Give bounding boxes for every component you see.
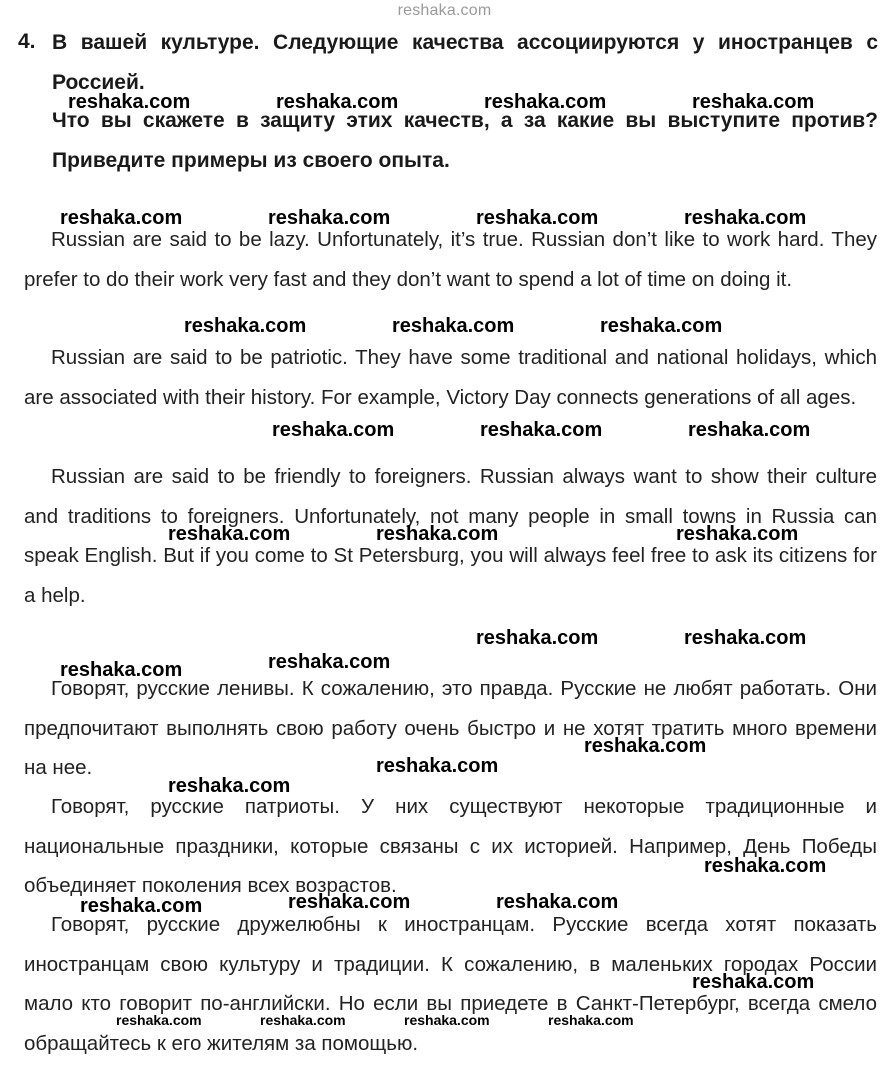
watermark: reshaka.com — [600, 315, 723, 337]
watermark: reshaka.com — [376, 755, 499, 777]
watermark: reshaka.com — [496, 891, 619, 913]
watermark: reshaka.com — [692, 971, 815, 993]
watermark: reshaka.com — [276, 91, 399, 113]
watermark: reshaka.com — [272, 419, 395, 441]
watermark: reshaka.com — [168, 775, 291, 797]
paragraph-ru-lazy: Говорят, русские ленивы. К сожалению, это правда. Русские не любят работать. Они предпочитают выполнять свою работу очень быстро и не хотят тратить много времени на нее. — [24, 677, 877, 780]
watermark: reshaka.com — [168, 523, 291, 545]
paragraph-en-patriotic: Russian are said to be patriotic. They have some traditional and national holidays, which are associated with their history. For example, Victory Day connects generations of all ages. — [24, 346, 877, 409]
watermark: reshaka.com — [392, 315, 515, 337]
task-heading-line1: В вашей культуре. Следующие качества ассоциируются у иностранцев с Россией. — [52, 31, 878, 94]
watermark: reshaka.com — [692, 91, 815, 113]
watermark-small: reshaka.com — [404, 1012, 490, 1028]
watermark: reshaka.com — [584, 735, 707, 757]
watermark-small: reshaka.com — [548, 1012, 634, 1028]
watermark: reshaka.com — [676, 523, 799, 545]
watermark: reshaka.com — [60, 207, 183, 229]
watermark: reshaka.com — [684, 207, 807, 229]
task-heading-line2: Что вы скажете в защиту этих качеств, а за какие вы выступите против? Приведите примеры из своего опыта. — [52, 109, 878, 172]
paragraph-en-friendly: Russian are said to be friendly to foreigners. Russian always want to show their culture and traditions to foreigners. Unfortunately, not many people in small towns in Russia can speak English. But if you come to St Petersburg, you will always feel free to ask its citizens for a help. — [24, 465, 877, 608]
site-watermark-top[interactable]: reshaka.com — [397, 2, 492, 19]
watermark: reshaka.com — [376, 523, 499, 545]
watermark: reshaka.com — [288, 891, 411, 913]
paragraph-en-lazy: Russian are said to be lazy. Unfortunately, it’s true. Russian don’t like to work hard. They prefer to do their work very fast and they don’t want to spend a lot of time on doing it. — [24, 228, 877, 291]
watermark: reshaka.com — [68, 91, 191, 113]
watermark: reshaka.com — [476, 627, 599, 649]
watermark: reshaka.com — [80, 895, 203, 917]
watermark-small: reshaka.com — [260, 1012, 346, 1028]
task-number: 4. — [18, 30, 36, 53]
watermark: reshaka.com — [60, 659, 183, 681]
paragraph-ru-friendly: Говорят, русские дружелюбны к иностранцам. Русские всегда хотят показать иностранцам свою культуру и традиции. К сожалению, в маленьких городах России мало кто говорит по-английски. Но если вы приедете в Санкт-Петербург, всегда смело обращайтесь к его жителям за помощью. — [24, 913, 877, 1056]
watermark: reshaka.com — [184, 315, 307, 337]
watermark: reshaka.com — [268, 651, 391, 673]
watermark: reshaka.com — [476, 207, 599, 229]
watermark: reshaka.com — [268, 207, 391, 229]
watermark: reshaka.com — [684, 627, 807, 649]
watermark: reshaka.com — [480, 419, 603, 441]
watermark: reshaka.com — [704, 855, 827, 877]
watermark: reshaka.com — [688, 419, 811, 441]
paragraph-ru-patriotic: Говорят, русские патриоты. У них существуют некоторые традиционные и национальные праздники, которые связаны с их историей. Например, День Победы объединяет поколения всех возрастов. — [24, 795, 877, 898]
watermark-small: reshaka.com — [116, 1012, 202, 1028]
watermark: reshaka.com — [484, 91, 607, 113]
